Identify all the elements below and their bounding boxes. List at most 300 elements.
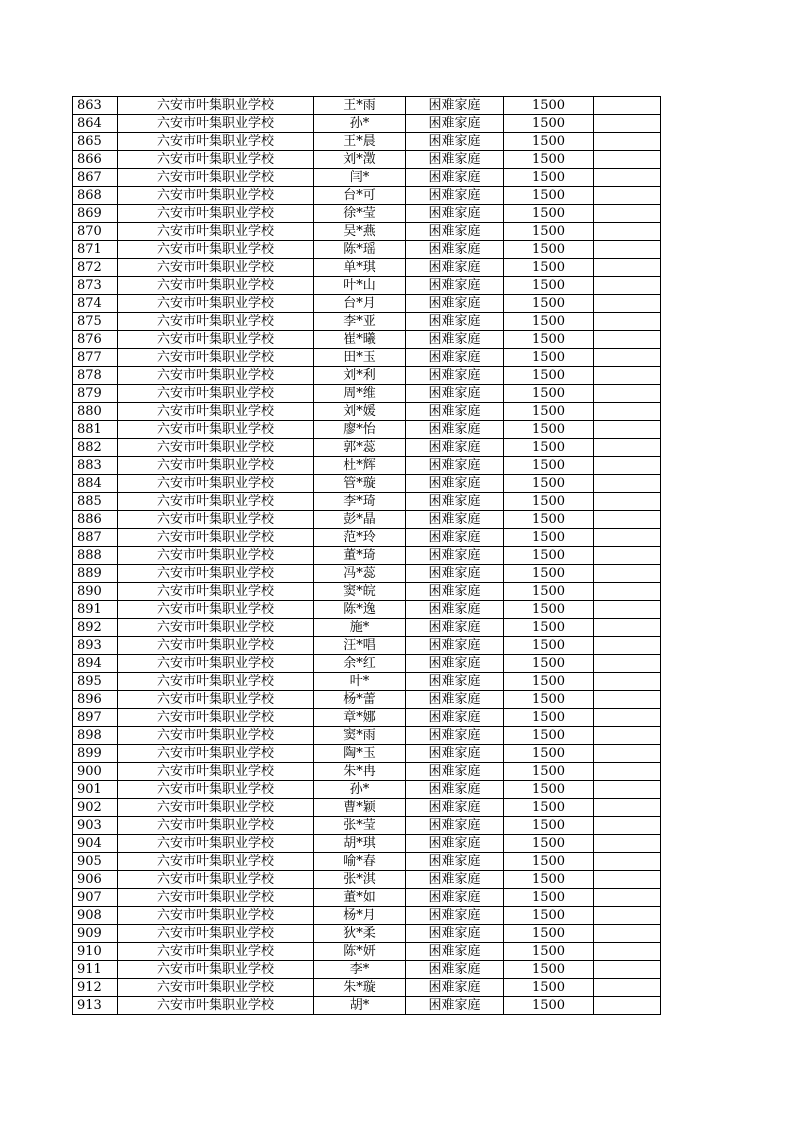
amount-cell: 1500 <box>504 349 594 367</box>
note-cell <box>594 529 661 547</box>
school-cell: 六安市叶集职业学校 <box>118 637 314 655</box>
row-number-cell: 868 <box>73 187 118 205</box>
table-body <box>73 97 661 1015</box>
student-name-cell: 曹*颖 <box>314 799 406 817</box>
row-number-cell: 913 <box>73 997 118 1015</box>
amount-cell: 1500 <box>504 475 594 493</box>
school-cell: 六安市叶集职业学校 <box>118 187 314 205</box>
note-cell <box>594 493 661 511</box>
school-cell: 六安市叶集职业学校 <box>118 565 314 583</box>
student-name-cell: 管*璇 <box>314 475 406 493</box>
student-aid-table <box>72 96 661 1015</box>
row-number-cell: 898 <box>73 727 118 745</box>
row-number-cell: 877 <box>73 349 118 367</box>
student-name-cell: 汪*唱 <box>314 637 406 655</box>
school-cell: 六安市叶集职业学校 <box>118 385 314 403</box>
table-row <box>73 619 661 637</box>
table-row <box>73 727 661 745</box>
table-row <box>73 529 661 547</box>
category-cell: 困难家庭 <box>406 583 504 601</box>
student-name-cell: 周*维 <box>314 385 406 403</box>
table-row <box>73 745 661 763</box>
student-name-cell: 陈*妍 <box>314 943 406 961</box>
school-cell: 六安市叶集职业学校 <box>118 403 314 421</box>
row-number-cell: 886 <box>73 511 118 529</box>
row-number-cell: 871 <box>73 241 118 259</box>
note-cell <box>594 817 661 835</box>
school-cell: 六安市叶集职业学校 <box>118 331 314 349</box>
note-cell <box>594 133 661 151</box>
category-cell: 困难家庭 <box>406 457 504 475</box>
school-cell: 六安市叶集职业学校 <box>118 961 314 979</box>
school-cell: 六安市叶集职业学校 <box>118 151 314 169</box>
row-number-cell: 903 <box>73 817 118 835</box>
note-cell <box>594 619 661 637</box>
row-number-cell: 870 <box>73 223 118 241</box>
school-cell: 六安市叶集职业学校 <box>118 817 314 835</box>
table-row <box>73 187 661 205</box>
amount-cell: 1500 <box>504 403 594 421</box>
row-number-cell: 909 <box>73 925 118 943</box>
row-number-cell: 874 <box>73 295 118 313</box>
amount-cell: 1500 <box>504 205 594 223</box>
note-cell <box>594 565 661 583</box>
row-number-cell: 883 <box>73 457 118 475</box>
row-number-cell: 882 <box>73 439 118 457</box>
category-cell: 困难家庭 <box>406 619 504 637</box>
amount-cell: 1500 <box>504 277 594 295</box>
note-cell <box>594 961 661 979</box>
category-cell: 困难家庭 <box>406 259 504 277</box>
amount-cell: 1500 <box>504 151 594 169</box>
amount-cell: 1500 <box>504 511 594 529</box>
student-name-cell: 施* <box>314 619 406 637</box>
note-cell <box>594 637 661 655</box>
note-cell <box>594 313 661 331</box>
note-cell <box>594 601 661 619</box>
note-cell <box>594 403 661 421</box>
school-cell: 六安市叶集职业学校 <box>118 475 314 493</box>
amount-cell: 1500 <box>504 115 594 133</box>
school-cell: 六安市叶集职业学校 <box>118 799 314 817</box>
row-number-cell: 891 <box>73 601 118 619</box>
amount-cell: 1500 <box>504 313 594 331</box>
amount-cell: 1500 <box>504 997 594 1015</box>
school-cell: 六安市叶集职业学校 <box>118 619 314 637</box>
student-name-cell: 廖*怡 <box>314 421 406 439</box>
amount-cell: 1500 <box>504 187 594 205</box>
table-row <box>73 979 661 997</box>
student-name-cell: 窦*雨 <box>314 727 406 745</box>
student-name-cell: 刘*澂 <box>314 151 406 169</box>
table-row <box>73 331 661 349</box>
student-name-cell: 叶* <box>314 673 406 691</box>
category-cell: 困难家庭 <box>406 115 504 133</box>
row-number-cell: 911 <box>73 961 118 979</box>
row-number-cell: 872 <box>73 259 118 277</box>
student-name-cell: 董*琦 <box>314 547 406 565</box>
note-cell <box>594 979 661 997</box>
school-cell: 六安市叶集职业学校 <box>118 691 314 709</box>
row-number-cell: 884 <box>73 475 118 493</box>
amount-cell: 1500 <box>504 907 594 925</box>
amount-cell: 1500 <box>504 943 594 961</box>
amount-cell: 1500 <box>504 97 594 115</box>
table-row <box>73 907 661 925</box>
table-row <box>73 547 661 565</box>
note-cell <box>594 205 661 223</box>
note-cell <box>594 853 661 871</box>
row-number-cell: 878 <box>73 367 118 385</box>
student-name-cell: 陈*逸 <box>314 601 406 619</box>
school-cell: 六安市叶集职业学校 <box>118 979 314 997</box>
amount-cell: 1500 <box>504 295 594 313</box>
category-cell: 困难家庭 <box>406 637 504 655</box>
student-name-cell: 章*娜 <box>314 709 406 727</box>
amount-cell: 1500 <box>504 763 594 781</box>
note-cell <box>594 223 661 241</box>
student-name-cell: 孙* <box>314 781 406 799</box>
student-name-cell: 狄*柔 <box>314 925 406 943</box>
row-number-cell: 904 <box>73 835 118 853</box>
row-number-cell: 890 <box>73 583 118 601</box>
table-row <box>73 205 661 223</box>
table-row <box>73 223 661 241</box>
note-cell <box>594 511 661 529</box>
table-row <box>73 367 661 385</box>
category-cell: 困难家庭 <box>406 673 504 691</box>
table-row <box>73 673 661 691</box>
student-name-cell: 陈*瑶 <box>314 241 406 259</box>
table-row <box>73 655 661 673</box>
category-cell: 困难家庭 <box>406 853 504 871</box>
amount-cell: 1500 <box>504 583 594 601</box>
note-cell <box>594 475 661 493</box>
category-cell: 困难家庭 <box>406 763 504 781</box>
category-cell: 困难家庭 <box>406 97 504 115</box>
table-row <box>73 295 661 313</box>
amount-cell: 1500 <box>504 331 594 349</box>
school-cell: 六安市叶集职业学校 <box>118 943 314 961</box>
table-row <box>73 943 661 961</box>
school-cell: 六安市叶集职业学校 <box>118 457 314 475</box>
category-cell: 困难家庭 <box>406 331 504 349</box>
amount-cell: 1500 <box>504 871 594 889</box>
category-cell: 困难家庭 <box>406 493 504 511</box>
table-row <box>73 799 661 817</box>
school-cell: 六安市叶集职业学校 <box>118 223 314 241</box>
table-row <box>73 691 661 709</box>
student-name-cell: 陶*玉 <box>314 745 406 763</box>
category-cell: 困难家庭 <box>406 385 504 403</box>
category-cell: 困难家庭 <box>406 547 504 565</box>
row-number-cell: 887 <box>73 529 118 547</box>
table-row <box>73 511 661 529</box>
category-cell: 困难家庭 <box>406 601 504 619</box>
table-row <box>73 637 661 655</box>
row-number-cell: 866 <box>73 151 118 169</box>
note-cell <box>594 781 661 799</box>
amount-cell: 1500 <box>504 979 594 997</box>
note-cell <box>594 835 661 853</box>
note-cell <box>594 259 661 277</box>
table-row <box>73 763 661 781</box>
row-number-cell: 881 <box>73 421 118 439</box>
table-row <box>73 403 661 421</box>
amount-cell: 1500 <box>504 799 594 817</box>
table-row <box>73 385 661 403</box>
category-cell: 困难家庭 <box>406 475 504 493</box>
category-cell: 困难家庭 <box>406 745 504 763</box>
amount-cell: 1500 <box>504 925 594 943</box>
amount-cell: 1500 <box>504 565 594 583</box>
table-row <box>73 115 661 133</box>
amount-cell: 1500 <box>504 421 594 439</box>
school-cell: 六安市叶集职业学校 <box>118 547 314 565</box>
note-cell <box>594 385 661 403</box>
school-cell: 六安市叶集职业学校 <box>118 259 314 277</box>
category-cell: 困难家庭 <box>406 565 504 583</box>
note-cell <box>594 691 661 709</box>
school-cell: 六安市叶集职业学校 <box>118 601 314 619</box>
amount-cell: 1500 <box>504 367 594 385</box>
school-cell: 六安市叶集职业学校 <box>118 439 314 457</box>
amount-cell: 1500 <box>504 673 594 691</box>
category-cell: 困难家庭 <box>406 277 504 295</box>
category-cell: 困难家庭 <box>406 187 504 205</box>
school-cell: 六安市叶集职业学校 <box>118 727 314 745</box>
row-number-cell: 863 <box>73 97 118 115</box>
category-cell: 困难家庭 <box>406 169 504 187</box>
category-cell: 困难家庭 <box>406 529 504 547</box>
school-cell: 六安市叶集职业学校 <box>118 241 314 259</box>
school-cell: 六安市叶集职业学校 <box>118 835 314 853</box>
category-cell: 困难家庭 <box>406 781 504 799</box>
table-row <box>73 151 661 169</box>
category-cell: 困难家庭 <box>406 313 504 331</box>
table-row <box>73 817 661 835</box>
student-name-cell: 台*月 <box>314 295 406 313</box>
school-cell: 六安市叶集职业学校 <box>118 529 314 547</box>
amount-cell: 1500 <box>504 709 594 727</box>
category-cell: 困难家庭 <box>406 133 504 151</box>
amount-cell: 1500 <box>504 781 594 799</box>
school-cell: 六安市叶集职业学校 <box>118 313 314 331</box>
student-name-cell: 胡*琪 <box>314 835 406 853</box>
note-cell <box>594 151 661 169</box>
row-number-cell: 867 <box>73 169 118 187</box>
amount-cell: 1500 <box>504 439 594 457</box>
student-name-cell: 杨*蕾 <box>314 691 406 709</box>
school-cell: 六安市叶集职业学校 <box>118 673 314 691</box>
amount-cell: 1500 <box>504 529 594 547</box>
category-cell: 困难家庭 <box>406 205 504 223</box>
row-number-cell: 892 <box>73 619 118 637</box>
category-cell: 困难家庭 <box>406 295 504 313</box>
table-row <box>73 439 661 457</box>
note-cell <box>594 583 661 601</box>
school-cell: 六安市叶集职业学校 <box>118 169 314 187</box>
table-row <box>73 259 661 277</box>
row-number-cell: 897 <box>73 709 118 727</box>
amount-cell: 1500 <box>504 745 594 763</box>
row-number-cell: 899 <box>73 745 118 763</box>
table-row <box>73 709 661 727</box>
school-cell: 六安市叶集职业学校 <box>118 655 314 673</box>
row-number-cell: 865 <box>73 133 118 151</box>
school-cell: 六安市叶集职业学校 <box>118 367 314 385</box>
category-cell: 困难家庭 <box>406 421 504 439</box>
note-cell <box>594 277 661 295</box>
school-cell: 六安市叶集职业学校 <box>118 709 314 727</box>
student-name-cell: 胡* <box>314 997 406 1015</box>
table-row <box>73 133 661 151</box>
student-name-cell: 余*红 <box>314 655 406 673</box>
row-number-cell: 902 <box>73 799 118 817</box>
note-cell <box>594 115 661 133</box>
category-cell: 困难家庭 <box>406 835 504 853</box>
row-number-cell: 901 <box>73 781 118 799</box>
row-number-cell: 895 <box>73 673 118 691</box>
row-number-cell: 864 <box>73 115 118 133</box>
table-row <box>73 565 661 583</box>
category-cell: 困难家庭 <box>406 979 504 997</box>
note-cell <box>594 673 661 691</box>
category-cell: 困难家庭 <box>406 925 504 943</box>
table-row <box>73 997 661 1015</box>
note-cell <box>594 169 661 187</box>
student-name-cell: 叶*山 <box>314 277 406 295</box>
category-cell: 困难家庭 <box>406 655 504 673</box>
school-cell: 六安市叶集职业学校 <box>118 925 314 943</box>
row-number-cell: 894 <box>73 655 118 673</box>
note-cell <box>594 187 661 205</box>
student-name-cell: 单*琪 <box>314 259 406 277</box>
note-cell <box>594 421 661 439</box>
student-name-cell: 冯*蕊 <box>314 565 406 583</box>
row-number-cell: 880 <box>73 403 118 421</box>
amount-cell: 1500 <box>504 853 594 871</box>
category-cell: 困难家庭 <box>406 871 504 889</box>
school-cell: 六安市叶集职业学校 <box>118 511 314 529</box>
note-cell <box>594 295 661 313</box>
category-cell: 困难家庭 <box>406 439 504 457</box>
school-cell: 六安市叶集职业学校 <box>118 889 314 907</box>
student-name-cell: 朱*冉 <box>314 763 406 781</box>
amount-cell: 1500 <box>504 961 594 979</box>
student-name-cell: 杜*辉 <box>314 457 406 475</box>
table-row <box>73 493 661 511</box>
amount-cell: 1500 <box>504 691 594 709</box>
student-name-cell: 台*可 <box>314 187 406 205</box>
note-cell <box>594 349 661 367</box>
row-number-cell: 906 <box>73 871 118 889</box>
school-cell: 六安市叶集职业学校 <box>118 853 314 871</box>
table-row <box>73 889 661 907</box>
row-number-cell: 889 <box>73 565 118 583</box>
school-cell: 六安市叶集职业学校 <box>118 115 314 133</box>
amount-cell: 1500 <box>504 241 594 259</box>
note-cell <box>594 889 661 907</box>
student-name-cell: 王*晨 <box>314 133 406 151</box>
amount-cell: 1500 <box>504 169 594 187</box>
amount-cell: 1500 <box>504 493 594 511</box>
category-cell: 困难家庭 <box>406 367 504 385</box>
student-name-cell: 朱*璇 <box>314 979 406 997</box>
note-cell <box>594 997 661 1015</box>
school-cell: 六安市叶集职业学校 <box>118 907 314 925</box>
note-cell <box>594 745 661 763</box>
amount-cell: 1500 <box>504 259 594 277</box>
row-number-cell: 908 <box>73 907 118 925</box>
note-cell <box>594 943 661 961</box>
student-name-cell: 杨*月 <box>314 907 406 925</box>
note-cell <box>594 331 661 349</box>
table-row <box>73 277 661 295</box>
category-cell: 困难家庭 <box>406 727 504 745</box>
note-cell <box>594 97 661 115</box>
amount-cell: 1500 <box>504 727 594 745</box>
school-cell: 六安市叶集职业学校 <box>118 493 314 511</box>
school-cell: 六安市叶集职业学校 <box>118 763 314 781</box>
table-row <box>73 925 661 943</box>
table-row <box>73 457 661 475</box>
amount-cell: 1500 <box>504 457 594 475</box>
note-cell <box>594 763 661 781</box>
table-row <box>73 97 661 115</box>
student-name-cell: 李* <box>314 961 406 979</box>
student-name-cell: 郭*蕊 <box>314 439 406 457</box>
category-cell: 困难家庭 <box>406 151 504 169</box>
category-cell: 困难家庭 <box>406 709 504 727</box>
note-cell <box>594 655 661 673</box>
amount-cell: 1500 <box>504 601 594 619</box>
row-number-cell: 876 <box>73 331 118 349</box>
note-cell <box>594 925 661 943</box>
row-number-cell: 873 <box>73 277 118 295</box>
table-row <box>73 601 661 619</box>
amount-cell: 1500 <box>504 817 594 835</box>
row-number-cell: 885 <box>73 493 118 511</box>
category-cell: 困难家庭 <box>406 511 504 529</box>
note-cell <box>594 367 661 385</box>
student-name-cell: 田*玉 <box>314 349 406 367</box>
row-number-cell: 905 <box>73 853 118 871</box>
category-cell: 困难家庭 <box>406 817 504 835</box>
table-row <box>73 835 661 853</box>
note-cell <box>594 439 661 457</box>
school-cell: 六安市叶集职业学校 <box>118 781 314 799</box>
school-cell: 六安市叶集职业学校 <box>118 205 314 223</box>
category-cell: 困难家庭 <box>406 403 504 421</box>
table-row <box>73 475 661 493</box>
category-cell: 困难家庭 <box>406 241 504 259</box>
table-row <box>73 871 661 889</box>
category-cell: 困难家庭 <box>406 799 504 817</box>
student-name-cell: 王*雨 <box>314 97 406 115</box>
student-name-cell: 董*如 <box>314 889 406 907</box>
student-name-cell: 徐*莹 <box>314 205 406 223</box>
school-cell: 六安市叶集职业学校 <box>118 871 314 889</box>
amount-cell: 1500 <box>504 889 594 907</box>
school-cell: 六安市叶集职业学校 <box>118 133 314 151</box>
amount-cell: 1500 <box>504 385 594 403</box>
category-cell: 困难家庭 <box>406 943 504 961</box>
amount-cell: 1500 <box>504 223 594 241</box>
amount-cell: 1500 <box>504 655 594 673</box>
category-cell: 困难家庭 <box>406 691 504 709</box>
category-cell: 困难家庭 <box>406 907 504 925</box>
